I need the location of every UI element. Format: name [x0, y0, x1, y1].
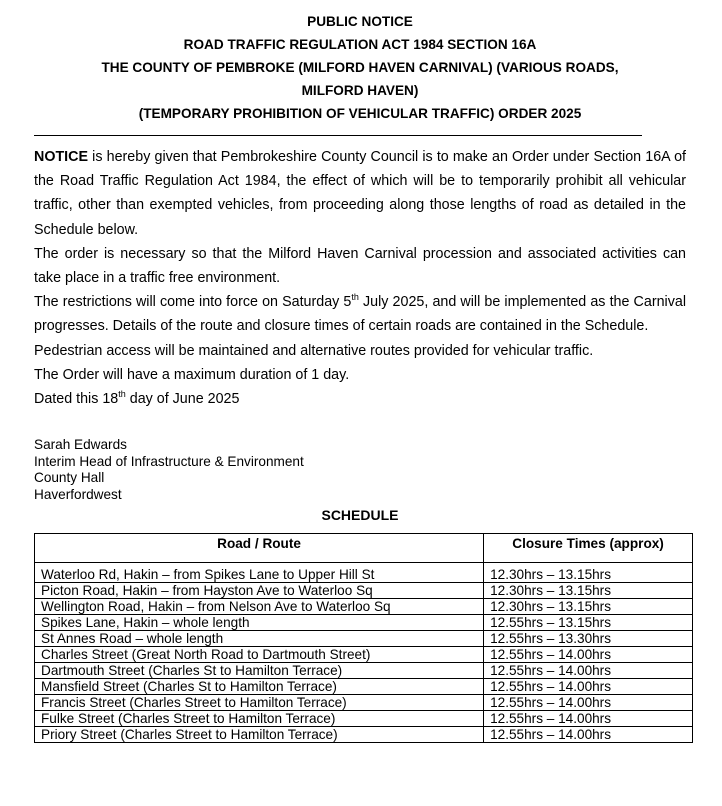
signatory-address-2: Haverfordwest — [34, 486, 122, 502]
restrictions-paragraph — [34, 290, 686, 338]
times-cell: 12.55hrs – 14.00hrs — [484, 663, 693, 679]
table-row — [35, 631, 693, 647]
schedule-header-row — [35, 534, 693, 563]
times-cell: 12.55hrs – 14.00hrs — [484, 711, 693, 727]
notice-intro-paragraph — [34, 145, 686, 242]
route-cell: St Annes Road – whole length — [35, 631, 484, 647]
notice-intro-text: is hereby given that Pembrokeshire County Council is to make an Order under Section 16A of the Road Traffic Regulation Act 1984, the effect of which will be to temporarily prohibit all vehicular traffic, other than exempted vehicles, from proceeding along those lengths of road as detailed in the Schedule below. — [34, 149, 686, 238]
restrictions-ordinal: th — [351, 292, 359, 303]
column-header-times: Closure Times (approx) — [484, 534, 693, 563]
notice-heading — [34, 10, 686, 125]
heading-line-public-notice: PUBLIC NOTICE — [307, 14, 413, 29]
signatory-role: Interim Head of Infrastructure & Environment — [34, 453, 304, 469]
table-row — [35, 647, 693, 663]
route-cell: Charles Street (Great North Road to Dartmouth Street) — [35, 647, 484, 663]
route-cell: Picton Road, Hakin – from Hayston Ave to Waterloo Sq — [35, 583, 484, 599]
times-cell: 12.55hrs – 14.00hrs — [484, 647, 693, 663]
route-cell: Mansfield Street (Charles St to Hamilton Terrace) — [35, 679, 484, 695]
table-row — [35, 663, 693, 679]
schedule-title: SCHEDULE — [321, 507, 399, 524]
table-row — [35, 679, 693, 695]
schedule-table — [34, 533, 693, 743]
route-cell: Fulke Street (Charles Street to Hamilton Terrace) — [35, 711, 484, 727]
pedestrian-paragraph: Pedestrian access will be maintained and alternative routes provided for vehicular traffic. — [34, 342, 594, 359]
times-cell: 12.55hrs – 13.15hrs — [484, 615, 693, 631]
times-cell: 12.30hrs – 13.15hrs — [484, 563, 693, 583]
signatory-block — [34, 437, 686, 503]
heading-line-order-name-2: MILFORD HAVEN) — [301, 83, 419, 98]
dated-paragraph — [34, 387, 686, 411]
necessity-paragraph: The order is necessary so that the Milford Haven Carnival procession and associated activities can take place in a traffic free environment. — [34, 245, 686, 287]
table-row — [35, 563, 693, 583]
table-row — [35, 615, 693, 631]
route-cell: Priory Street (Charles Street to Hamilton Terrace) — [35, 727, 484, 743]
duration-paragraph: The Order will have a maximum duration of 1 day. — [34, 366, 350, 383]
dated-text-b: day of June 2025 — [125, 391, 240, 408]
table-row — [35, 711, 693, 727]
heading-line-act: ROAD TRAFFIC REGULATION ACT 1984 SECTION 16A — [183, 37, 537, 52]
route-cell: Spikes Lane, Hakin – whole length — [35, 615, 484, 631]
heading-divider — [34, 135, 642, 136]
times-cell: 12.55hrs – 13.30hrs — [484, 631, 693, 647]
times-cell: 12.55hrs – 14.00hrs — [484, 679, 693, 695]
dated-text-a: Dated this 18 — [34, 391, 119, 408]
table-row — [35, 599, 693, 615]
times-cell: 12.55hrs – 14.00hrs — [484, 695, 693, 711]
restrictions-text-b: July 2025, and will be implemented as the Carnival progresses. Details of the route and closure times of certain roads are contained in the Schedule. — [34, 294, 686, 335]
heading-line-order-name-1: THE COUNTY OF PEMBROKE (MILFORD HAVEN CARNIVAL) (VARIOUS ROADS, — [101, 60, 619, 75]
signatory-name: Sarah Edwards — [34, 437, 127, 453]
signatory-address-1: County Hall — [34, 470, 105, 486]
times-cell: 12.30hrs – 13.15hrs — [484, 599, 693, 615]
restrictions-text-a: The restrictions will come into force on Saturday 5 — [34, 294, 352, 311]
table-row — [35, 695, 693, 711]
times-cell: 12.55hrs – 14.00hrs — [484, 727, 693, 743]
route-cell: Francis Street (Charles Street to Hamilton Terrace) — [35, 695, 484, 711]
times-cell: 12.30hrs – 13.15hrs — [484, 583, 693, 599]
table-row — [35, 583, 693, 599]
table-row — [35, 727, 693, 743]
heading-line-order-name-3: (TEMPORARY PROHIBITION OF VEHICULAR TRAFFIC) ORDER 2025 — [138, 106, 582, 121]
route-cell: Waterloo Rd, Hakin – from Spikes Lane to Upper Hill St — [35, 563, 484, 583]
notice-intro-bold: NOTICE — [34, 149, 89, 165]
column-header-route: Road / Route — [35, 534, 484, 563]
route-cell: Dartmouth Street (Charles St to Hamilton Terrace) — [35, 663, 484, 679]
route-cell: Wellington Road, Hakin – from Nelson Ave to Waterloo Sq — [35, 599, 484, 615]
dated-ordinal: th — [118, 389, 126, 400]
